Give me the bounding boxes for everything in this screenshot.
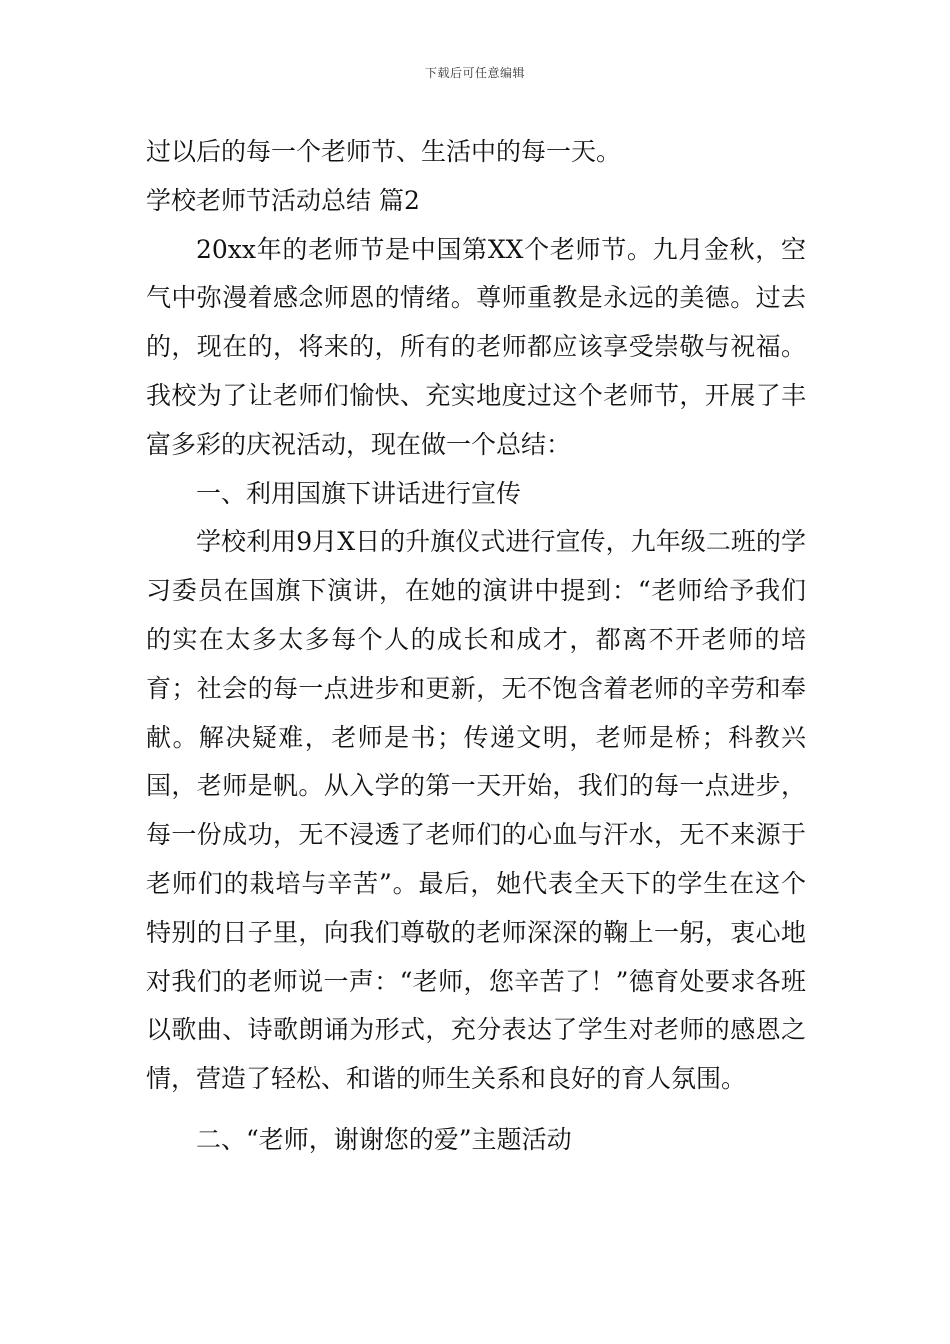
page-header: 下载后可任意编辑 xyxy=(424,66,525,80)
paragraph-intro: 20xx年的老师节是中国第XX个老师节。九月金秋，空气中弥漫着感念师恩的情绪。尊师重教是永远的美德。过去的，现在的，将来的，所有的老师都应该享受崇敬与祝福。我校为了让老师们愉快、充实地度过这个老师节，开展了丰富多彩的庆祝活动，现在做一个总结： xyxy=(146,234,806,459)
paragraph-flag-speech: 学校利用9月X日的升旗仪式进行宣传，九年级二班的学习委员在国旗下演讲，在她的演讲中提到：“老师给予我们的实在太多太多每个人的成长和成才，都离不开老师的培育；社会的每一点进步和更新，无不饱含着老师的辛劳和奉献。解决疑难，老师是书；传递文明，老师是桥；科教兴国，老师是帆。从入学的第一天开始，我们的每一点进步，每一份成功，无不浸透了老师们的心血与汗水，无不来源于老师们的栽培与辛苦”。最后，她代表全天下的学生在这个特别的日子里，向我们尊敬的老师深深的鞠上一躬，衷心地对我们的老师说一声：“老师，您辛苦了！”德育处要求各班以歌曲、诗歌朗诵为形式，充分表达了学生对老师的感恩之情，营造了轻松、和谐的师生关系和良好的育人氛围。 xyxy=(146,527,806,1094)
document-body xyxy=(146,128,806,1165)
subheading-two: 二、“老师，谢谢您的爱”主题活动 xyxy=(196,1124,572,1154)
section-title: 学校老师节活动总结 篇2 xyxy=(146,185,420,215)
paragraph-continuation: 过以后的每一个老师节、生活中的每一天。 xyxy=(146,137,622,166)
subheading-one: 一、利用国旗下讲话进行宣传 xyxy=(196,478,522,508)
